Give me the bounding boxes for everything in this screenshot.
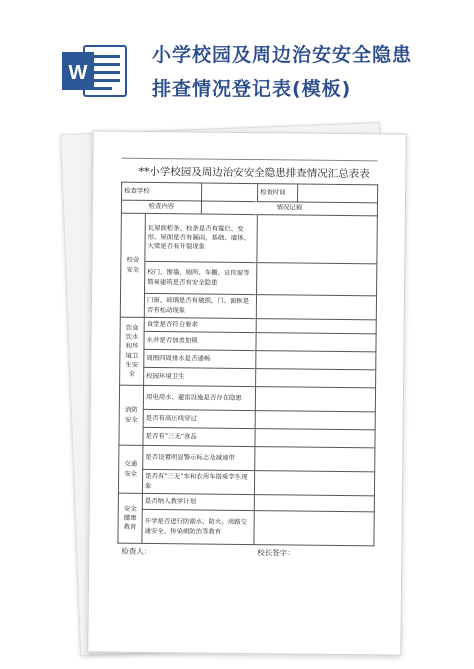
- inspection-item: 用电用水、避雷设施是否存在隐患: [143, 385, 255, 410]
- inspector-signature-label: 检查人：: [121, 546, 152, 557]
- principal-signature-label: 校长签字：: [257, 548, 295, 558]
- inspection-table: [117, 182, 378, 547]
- inspection-item: 食堂是否符合要求: [144, 317, 256, 332]
- svg-text:W: W: [68, 62, 88, 84]
- record-cell[interactable]: [256, 351, 376, 370]
- document-title: **小学校园及周边治安安全隐患排查情况汇总表表: [138, 165, 370, 181]
- category-cell: 饮食饮水和环境卫生安全: [120, 317, 145, 385]
- record-cell[interactable]: [256, 369, 376, 388]
- inspection-item: 校门、围墙、厕所、车棚、宣传窗等简易建筑是否有安全隐患: [145, 261, 257, 294]
- word-icon: [62, 42, 128, 100]
- record-cell[interactable]: [255, 447, 375, 472]
- record-cell[interactable]: [256, 319, 376, 334]
- page-title-line-1: 小学校园及周边治安安全隐患: [152, 44, 413, 66]
- record-cell[interactable]: [254, 495, 374, 512]
- title-rule: [121, 158, 377, 162]
- time-label: 检查时间: [258, 184, 298, 202]
- inspection-item: 是否有高压线穿过: [143, 409, 255, 428]
- category-cell: 安全健康教育: [118, 493, 143, 543]
- inspection-item: 校园环境卫生: [144, 367, 256, 386]
- inspection-item: 是否有“三无”车和农用车搭乘学生现象: [142, 469, 254, 494]
- inspection-item: 瓦屋面桁条、栓条是否有霉烂、变形，屋面是否有漏雨，基础、墙体、大梁是否有开裂现象: [145, 213, 257, 262]
- record-cell[interactable]: [256, 295, 376, 320]
- inspection-item: 周围四周排水是否通畅: [144, 349, 256, 368]
- record-cell[interactable]: [254, 511, 374, 546]
- record-header: 情况记载: [201, 201, 377, 216]
- category-cell: 交通安全: [118, 445, 143, 493]
- page-header: [0, 0, 474, 118]
- content-header: 检查内容: [121, 200, 201, 214]
- inspection-item: 开学是否进行防溺水、防火、用路交通安全、传染病防治等教育: [142, 509, 254, 544]
- record-cell[interactable]: [254, 471, 374, 496]
- inspection-item: 是否纳入教学计划: [142, 493, 254, 510]
- inspection-item: 是否有“三无”食品: [143, 427, 255, 446]
- school-label: 检查学校: [122, 182, 202, 201]
- record-cell[interactable]: [256, 333, 376, 352]
- page-title-line-2: 排查情况登记表(模板): [152, 78, 352, 100]
- record-cell[interactable]: [257, 263, 377, 296]
- category-cell: 校舍安全: [120, 213, 145, 317]
- document-sheet: [87, 130, 406, 655]
- record-cell[interactable]: [255, 387, 375, 412]
- time-value[interactable]: [298, 184, 378, 203]
- inspection-item: 水井是否加盖加锁: [144, 331, 256, 350]
- record-cell[interactable]: [257, 215, 377, 264]
- record-cell[interactable]: [255, 429, 375, 448]
- inspection-item: 是否设置明显警示标志及减速带: [143, 445, 255, 470]
- record-cell[interactable]: [255, 411, 375, 430]
- category-cell: 消防安全: [119, 385, 144, 445]
- inspection-item: 门窗、玻璃是否有破损，门、窗框是否有松动现象: [144, 293, 256, 318]
- school-value[interactable]: [202, 183, 258, 202]
